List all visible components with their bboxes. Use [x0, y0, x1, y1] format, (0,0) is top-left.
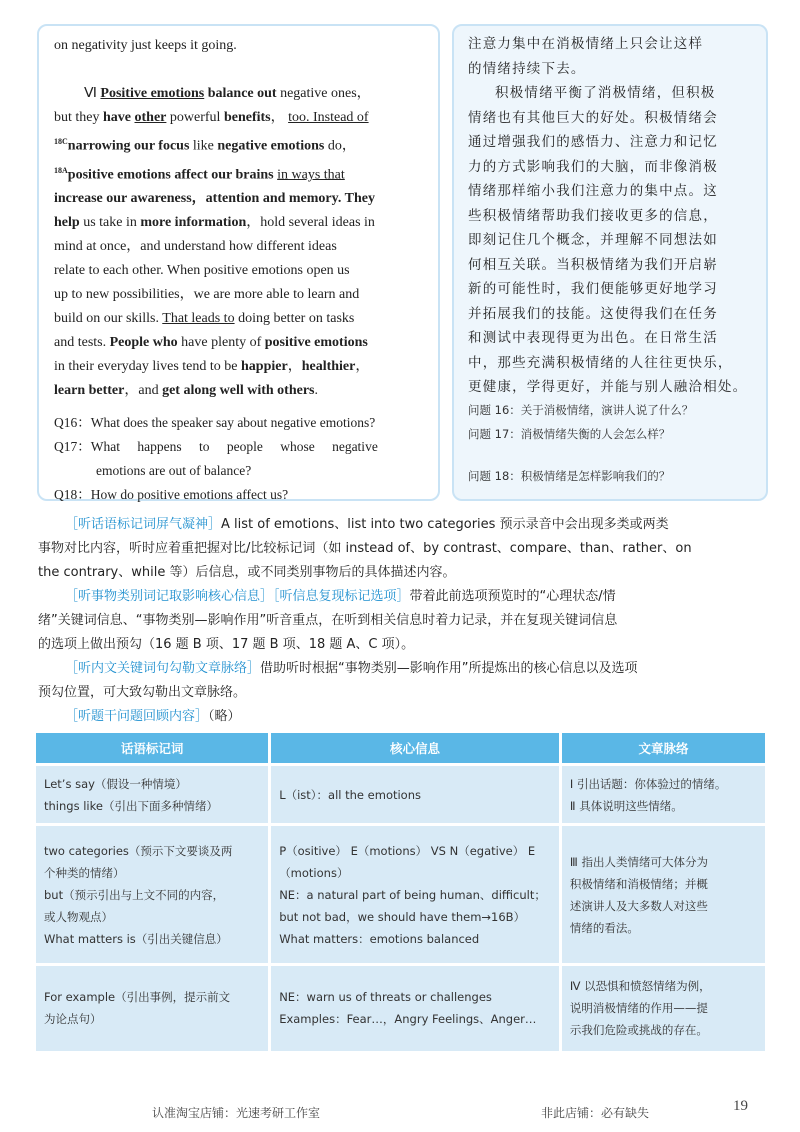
translation-line: 的情绪持续下去。: [468, 60, 586, 77]
strategy-tag: ［听话语标记词屏气凝神］: [65, 517, 222, 532]
translation-line: 些积极情绪帮助我们接收更多的信息，: [468, 207, 718, 224]
transcript-paragraph-vi: Ⅵ Positive emotions balance out negative ones， but they have other powerful benefits， too. Instead of $^{18C}$narrowing our focus like negative emotions do， $^{18A}$positive emotions affect our brains in ways that increase our awareness，attention and memory. They help us take in more information，hold several ideas in mind at once，and understand how different ideas relate to each other. When positive emotions open us up to new possibilities，we are more able to learn and build on our skills. That leads to doing better on tasks and tests. People who have plenty of positive emotions in their everyday lives tend to be happier，healthier， learn better，and get along well with others.: [54, 86, 375, 399]
strategy-tag: ［听题干问题回顾内容］: [65, 709, 209, 724]
translation-line: 即刻记住几个概念，并理解不同想法如: [468, 232, 718, 248]
question-17: Q17：What happens to people whose negative: [54, 439, 378, 455]
translation-line: 情绪也有其他巨大的好处。积极情绪会: [468, 109, 718, 126]
answer-marker-18a: 18A: [54, 165, 68, 175]
footer-warning: 非此店铺：必有缺失: [541, 1106, 650, 1120]
translation-line: 中，那些充满积极情绪的人往往更快乐，: [468, 354, 733, 371]
translated-question-17: 问题 17：消极情绪失衡的人会怎么样？: [468, 427, 671, 441]
strategy-tag: ［听事物类别词记取影响核心信息］: [65, 589, 274, 604]
translation-line: 情绪那样缩小我们注意力的集中点。这: [468, 183, 718, 199]
analysis-table: [36, 733, 765, 1051]
translated-question-18: 问题 18：积极情绪是怎样影响我们的？: [468, 469, 671, 483]
english-transcript-box: [37, 24, 440, 501]
table-header: 文章脉络: [560, 733, 765, 765]
strategy-commentary: ［听话语标记词屏气凝神］A list of emotions、list into two categories 预示录音中会出现多类或两类 事物对比内容，听时应着重把握对比/比较标记词（如 instead of、by contrast、compare、than、rather、on the contrary、while 等）后信息，或不同类别事物后的具体描述内容。 ［听事物类别词记取影响核心信息］［听信息复现标记选项］带着此前选项预览时的“心理状态/情 绪”关键词信息、“事物类别—影响作用”听音重点，在听到相关信息时着力记录，并在复现关键词信息 的选项上做出预勾（16 题 B 项、17 题 B 项、18 题 A、C 项）。 ［听内文关键词句勾勒文章脉络］借助听时根据“事物类别—影响作用”所提炼出的核心信息以及选项 预勾位置，可大致勾勒出文章脉络。 ［听题干问题回顾内容］（略）: [38, 517, 692, 724]
chinese-translation-box: [452, 24, 768, 501]
question-18: Q18：How do positive emotions affect us?: [54, 487, 289, 503]
strategy-tag: ［听信息复现标记选项］: [273, 589, 410, 604]
translation-line: 新的可能性时，我们便能够更好地学习: [468, 281, 718, 297]
strategy-tag: ［听内文关键词句勾勒文章脉络］: [65, 661, 261, 676]
translation-line: 并拓展我们的技能。这使得我们在任务: [468, 305, 718, 322]
translation-line: 何相互关联。当积极情绪为我们开启崭: [468, 256, 718, 273]
section-numeral: Ⅵ: [84, 86, 97, 101]
translation-line: 积极情绪平衡了消极情绪，但积极: [495, 85, 716, 101]
footer-shop-note: 认准淘宝店铺：光速考研工作室: [152, 1106, 321, 1120]
question-list: Q16：What does the speaker say about negative emotions? Q17：What happens to people whose negative emotions are out of balance? Q18：How do positive emotions affect us?: [54, 411, 434, 507]
table-row: For example（引出事例，提示前文 为论点句） NE：warn us of threats or challenges Examples：Fear…，Angry Feelings、Anger… Ⅳ 以恐惧和愤怒情绪为例， 说明消极情绪的作用——提 示我们危险或挑战的存在。: [36, 965, 765, 1051]
question-16: Q16：What does the speaker say about negative emotions?: [54, 415, 376, 431]
answer-marker-18c: 18C: [54, 137, 68, 146]
table-header: 核心信息: [270, 733, 561, 765]
translated-question-16: 问题 16：关于消极情绪，演讲人说了什么？: [468, 403, 694, 417]
table-row: two categories（预示下文要谈及两 个种类的情绪） but（预示引出与上文不同的内容， 或人物观点） What matters is（引出关键信息） P（ositive） E（motions） VS N（egative） E （motions） NE：a natural part of being human、difficult； but not bad，we should have them→16B） What matters：emotions balanced Ⅲ 指出人类情绪可大体分为 积极情绪和消极情绪；并概 述演讲人及大多数人对这些 情绪的看法。: [36, 825, 765, 965]
page-number: 19: [733, 1098, 748, 1114]
translation-line: 力的方式影响我们的大脑，而非像消极: [468, 158, 718, 175]
table-row: Let’s say（假设一种情境） things like（引出下面多种情绪） L（ist）：all the emotions Ⅰ 引出话题：你体验过的情绪。 Ⅱ 具体说明这些情绪。: [36, 765, 765, 825]
translation-line: 通过增强我们的感悟力、注意力和记忆: [468, 134, 718, 150]
translation-line: 和测试中表现得更为出色。在日常生活: [468, 330, 718, 346]
transcript-line: on negativity just keeps it going.: [54, 38, 237, 53]
translation-line: 更健康，学得更好，并能与别人融洽相处。: [468, 379, 748, 395]
table-header: 话语标记词: [36, 733, 270, 765]
table-header-row: [36, 733, 765, 765]
translation-line: 注意力集中在消极情绪上只会让这样: [468, 36, 704, 52]
